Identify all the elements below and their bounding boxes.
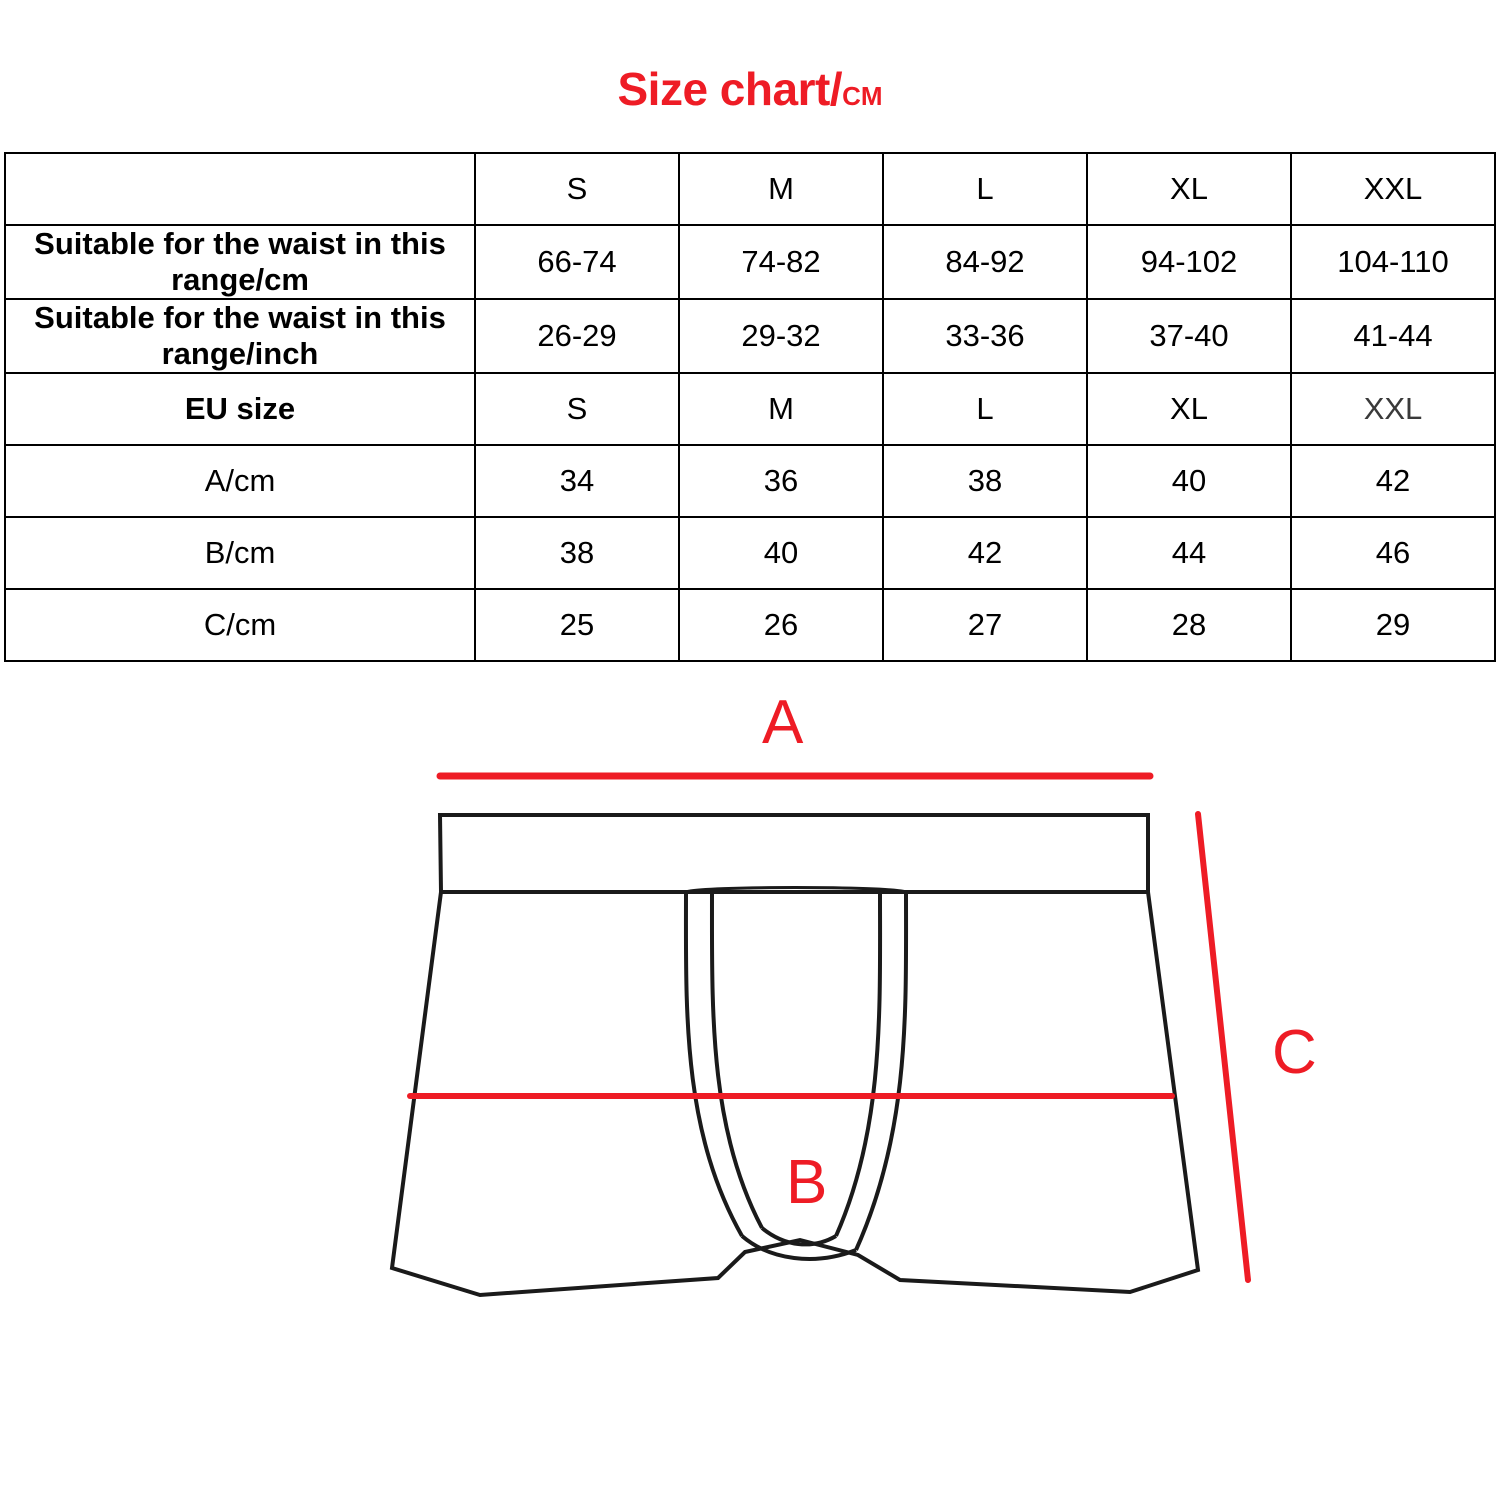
table-cell: 42: [1291, 445, 1495, 517]
table-cell: 26-29: [475, 299, 679, 373]
table-header-xl: XL: [1087, 153, 1291, 225]
table-cell: 26: [679, 589, 883, 661]
table-cell: 40: [679, 517, 883, 589]
table-cell: 29: [1291, 589, 1495, 661]
table-row: [5, 517, 1495, 589]
row-label-eu-size: EU size: [5, 373, 475, 445]
measure-line-c: [1198, 814, 1248, 1280]
table-row: [5, 589, 1495, 661]
pouch-seam-left-inner: [712, 892, 762, 1228]
pouch-seam-right-inner: [836, 892, 880, 1236]
row-label-waist-cm: Suitable for the waist in this range/cm: [5, 225, 475, 299]
table-cell: 37-40: [1087, 299, 1291, 373]
row-label-waist-inch: Suitable for the waist in this range/inch: [5, 299, 475, 373]
table-cell: 28: [1087, 589, 1291, 661]
table-header-xxl: XXL: [1291, 153, 1495, 225]
boxer-brief-diagram: [0, 680, 1500, 1400]
table-cell: 41-44: [1291, 299, 1495, 373]
table-header-l: L: [883, 153, 1087, 225]
table-cell: 38: [475, 517, 679, 589]
measure-label-b: B: [786, 1148, 828, 1217]
table-cell: 29-32: [679, 299, 883, 373]
table-cell-empty: [5, 153, 475, 225]
measure-label-c: C: [1272, 1018, 1317, 1087]
table-cell: 44: [1087, 517, 1291, 589]
row-label-b-cm: B/cm: [5, 517, 475, 589]
table-cell: 25: [475, 589, 679, 661]
size-chart-table-wrapper: [0, 152, 1500, 662]
table-header-s: S: [475, 153, 679, 225]
table-cell: 94-102: [1087, 225, 1291, 299]
table-cell: 33-36: [883, 299, 1087, 373]
table-cell: XL: [1087, 373, 1291, 445]
table-cell: 104-110: [1291, 225, 1495, 299]
table-cell: 74-82: [679, 225, 883, 299]
table-cell: 36: [679, 445, 883, 517]
table-cell: 27: [883, 589, 1087, 661]
title-unit: CM: [842, 81, 883, 111]
table-cell: S: [475, 373, 679, 445]
table-cell: XXL: [1291, 373, 1495, 445]
table-row: [5, 225, 1495, 299]
title-text: Size chart/: [617, 63, 843, 115]
page-title: [0, 0, 1500, 116]
table-row: [5, 373, 1495, 445]
table-row: [5, 299, 1495, 373]
row-label-c-cm: C/cm: [5, 589, 475, 661]
table-cell: 46: [1291, 517, 1495, 589]
table-header-m: M: [679, 153, 883, 225]
table-cell: L: [883, 373, 1087, 445]
measure-label-a: A: [762, 688, 804, 757]
table-cell: 42: [883, 517, 1087, 589]
table-cell: 40: [1087, 445, 1291, 517]
waistband-shape: [440, 815, 1148, 892]
size-chart-table: [4, 152, 1496, 662]
table-cell: 84-92: [883, 225, 1087, 299]
table-cell: 66-74: [475, 225, 679, 299]
table-cell: M: [679, 373, 883, 445]
row-label-a-cm: A/cm: [5, 445, 475, 517]
table-row: [5, 445, 1495, 517]
table-cell: 38: [883, 445, 1087, 517]
table-row: [5, 153, 1495, 225]
table-cell: 34: [475, 445, 679, 517]
